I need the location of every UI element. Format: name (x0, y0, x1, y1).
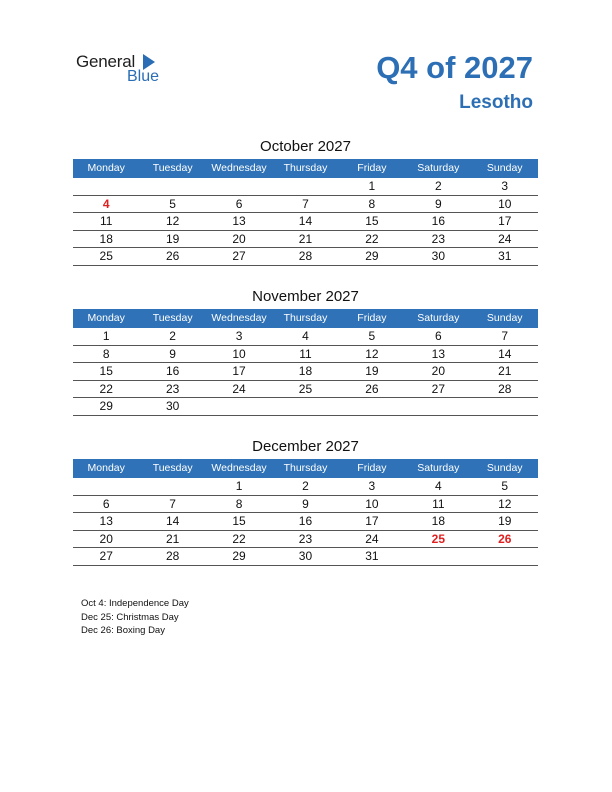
day-cell: 8 (102, 346, 110, 361)
day-cell: 6 (235, 196, 243, 211)
day-cell: 29 (99, 399, 113, 413)
month-december (73, 436, 538, 566)
day-cell: 18 (431, 514, 445, 528)
week-row (73, 381, 538, 399)
weekday-label: Thursday (283, 462, 328, 474)
day-cell: 21 (298, 231, 313, 246)
day-cell: 26 (165, 249, 180, 263)
weekday-label: Sunday (486, 462, 523, 474)
day-cell: 15 (232, 514, 246, 528)
day-cell (139, 178, 205, 195)
day-cell: 3 (368, 479, 376, 493)
day-cell: 17 (232, 364, 246, 378)
day-cell: 31 (498, 249, 512, 263)
day-cell: 29 (232, 549, 246, 563)
day-cell (339, 398, 405, 415)
day-cell: 17 (498, 214, 512, 228)
weekday-label: Wednesday (211, 162, 267, 174)
day-cell: 7 (169, 496, 176, 511)
day-cell: 1 (368, 179, 376, 193)
day-cell: 23 (165, 381, 180, 396)
weekday-label: Thursday (283, 162, 328, 174)
day-cell (206, 178, 272, 195)
month-october (73, 136, 538, 266)
holiday-note: Dec 25: Christmas Day (81, 611, 179, 623)
day-cell (472, 398, 538, 415)
day-cell: 29 (365, 249, 379, 263)
day-cell: 10 (365, 496, 379, 511)
day-cell: 7 (501, 329, 509, 343)
week-row (73, 513, 538, 531)
day-cell: 14 (498, 346, 512, 361)
day-cell: 6 (434, 329, 442, 343)
week-row (73, 328, 538, 346)
day-cell: 9 (169, 346, 176, 361)
day-cell: 30 (431, 249, 445, 263)
day-cell: 27 (232, 249, 246, 263)
day-cell: 12 (165, 214, 180, 228)
day-cell: 1 (235, 479, 243, 493)
day-cell: 27 (431, 381, 445, 396)
day-cell: 24 (498, 231, 512, 246)
day-cell: 30 (165, 399, 180, 413)
day-cell (272, 178, 338, 195)
country-name: Lesotho (459, 92, 533, 113)
month-title: October 2027 (260, 138, 351, 155)
day-cell: 22 (232, 531, 246, 546)
day-cell: 2 (434, 179, 442, 193)
weekday-label: Monday (87, 312, 125, 324)
logo-text-general: General (76, 52, 136, 71)
holiday-day-cell: 4 (102, 196, 110, 211)
day-cell: 16 (165, 364, 180, 378)
day-cell: 12 (365, 346, 379, 361)
logo (76, 52, 176, 88)
week-row (73, 231, 538, 249)
weekday-label: Saturday (417, 462, 460, 474)
week-row (73, 196, 538, 214)
day-cell (73, 478, 139, 495)
weekday-label: Sunday (486, 312, 523, 324)
holiday-note: Dec 26: Boxing Day (81, 625, 165, 636)
week-row (73, 496, 538, 514)
week-row (73, 346, 538, 364)
day-cell: 4 (302, 329, 309, 343)
day-cell: 20 (431, 364, 445, 378)
weekday-label: Tuesday (152, 312, 193, 324)
weekday-label: Monday (87, 162, 125, 174)
day-cell: 9 (302, 496, 309, 511)
day-cell: 14 (298, 214, 313, 228)
day-cell: 17 (365, 514, 379, 528)
day-cell (272, 398, 338, 415)
day-cell: 11 (99, 214, 113, 228)
weekday-label: Wednesday (211, 312, 267, 324)
day-cell: 11 (432, 496, 445, 511)
day-cell: 22 (99, 381, 113, 396)
day-cell: 9 (434, 196, 442, 211)
logo-text-blue: Blue (127, 68, 160, 85)
day-cell: 6 (102, 496, 110, 511)
day-cell: 18 (99, 231, 113, 246)
day-cell: 5 (368, 329, 376, 343)
day-cell: 19 (165, 231, 180, 246)
weekday-label: Thursday (283, 312, 328, 324)
week-row (73, 248, 538, 266)
day-cell: 28 (298, 249, 313, 263)
holiday-note: Oct 4: Independence Day (81, 598, 189, 609)
day-cell: 24 (365, 531, 379, 546)
weekday-header (73, 159, 538, 178)
day-cell (472, 548, 538, 565)
day-cell: 19 (365, 364, 379, 378)
day-cell: 15 (365, 214, 379, 228)
day-cell: 19 (498, 514, 512, 528)
month-title: November 2027 (252, 288, 359, 305)
day-cell: 16 (298, 514, 313, 528)
day-cell: 15 (99, 364, 113, 378)
day-cell: 2 (169, 329, 176, 343)
month-november (73, 286, 538, 416)
week-row (73, 363, 538, 381)
day-cell: 25 (99, 249, 113, 263)
week-row (73, 478, 538, 496)
day-cell (139, 478, 205, 495)
day-cell: 5 (169, 196, 176, 211)
day-cell: 2 (302, 479, 309, 493)
day-cell: 22 (365, 231, 379, 246)
day-cell: 8 (235, 496, 243, 511)
day-cell: 24 (232, 381, 246, 396)
day-cell: 1 (102, 329, 110, 343)
weekday-label: Saturday (417, 162, 460, 174)
day-cell: 5 (501, 479, 509, 493)
day-cell: 14 (165, 514, 180, 528)
day-cell: 10 (498, 196, 512, 211)
weekday-label: Friday (357, 462, 387, 474)
day-cell: 10 (232, 346, 246, 361)
day-cell: 26 (365, 381, 379, 396)
day-cell (206, 398, 272, 415)
day-cell: 30 (298, 549, 313, 563)
month-title: December 2027 (252, 438, 359, 455)
day-cell: 28 (498, 381, 512, 396)
day-cell: 25 (298, 381, 313, 396)
day-cell (405, 548, 471, 565)
holiday-notes (81, 597, 189, 638)
day-cell: 31 (365, 549, 379, 563)
weekday-label: Sunday (486, 162, 523, 174)
weekday-label: Monday (87, 462, 125, 474)
weekday-label: Tuesday (152, 462, 193, 474)
day-cell: 7 (302, 196, 309, 211)
day-cell: 4 (434, 479, 442, 493)
week-row (73, 178, 538, 196)
weekday-label: Tuesday (152, 162, 193, 174)
weekday-header (73, 459, 538, 478)
day-cell (405, 398, 471, 415)
day-cell: 28 (165, 549, 180, 563)
quarter-title: Q4 of 2027 (376, 50, 533, 85)
weekday-label: Saturday (417, 312, 460, 324)
day-cell: 13 (431, 346, 445, 361)
weekday-header (73, 309, 538, 328)
day-cell (73, 178, 139, 195)
day-cell: 8 (368, 196, 376, 211)
day-cell: 18 (298, 364, 313, 378)
week-row (73, 548, 538, 566)
day-cell: 20 (232, 231, 246, 246)
day-cell: 3 (235, 329, 243, 343)
day-cell: 21 (165, 531, 180, 546)
week-row (73, 531, 538, 549)
weekday-label: Friday (357, 162, 387, 174)
day-cell: 13 (99, 514, 113, 528)
day-cell: 13 (232, 214, 246, 228)
week-row (73, 398, 538, 416)
week-row (73, 213, 538, 231)
holiday-day-cell: 26 (498, 531, 512, 546)
day-cell: 27 (99, 549, 113, 563)
day-cell: 21 (498, 364, 512, 378)
day-cell: 3 (501, 179, 509, 193)
day-cell: 23 (431, 231, 445, 246)
day-cell: 23 (298, 531, 313, 546)
day-cell: 20 (99, 531, 113, 546)
weekday-label: Friday (357, 312, 387, 324)
holiday-day-cell: 25 (431, 531, 445, 546)
weekday-label: Wednesday (211, 462, 267, 474)
day-cell: 16 (431, 214, 445, 228)
day-cell: 12 (498, 496, 512, 511)
day-cell: 11 (299, 346, 312, 361)
